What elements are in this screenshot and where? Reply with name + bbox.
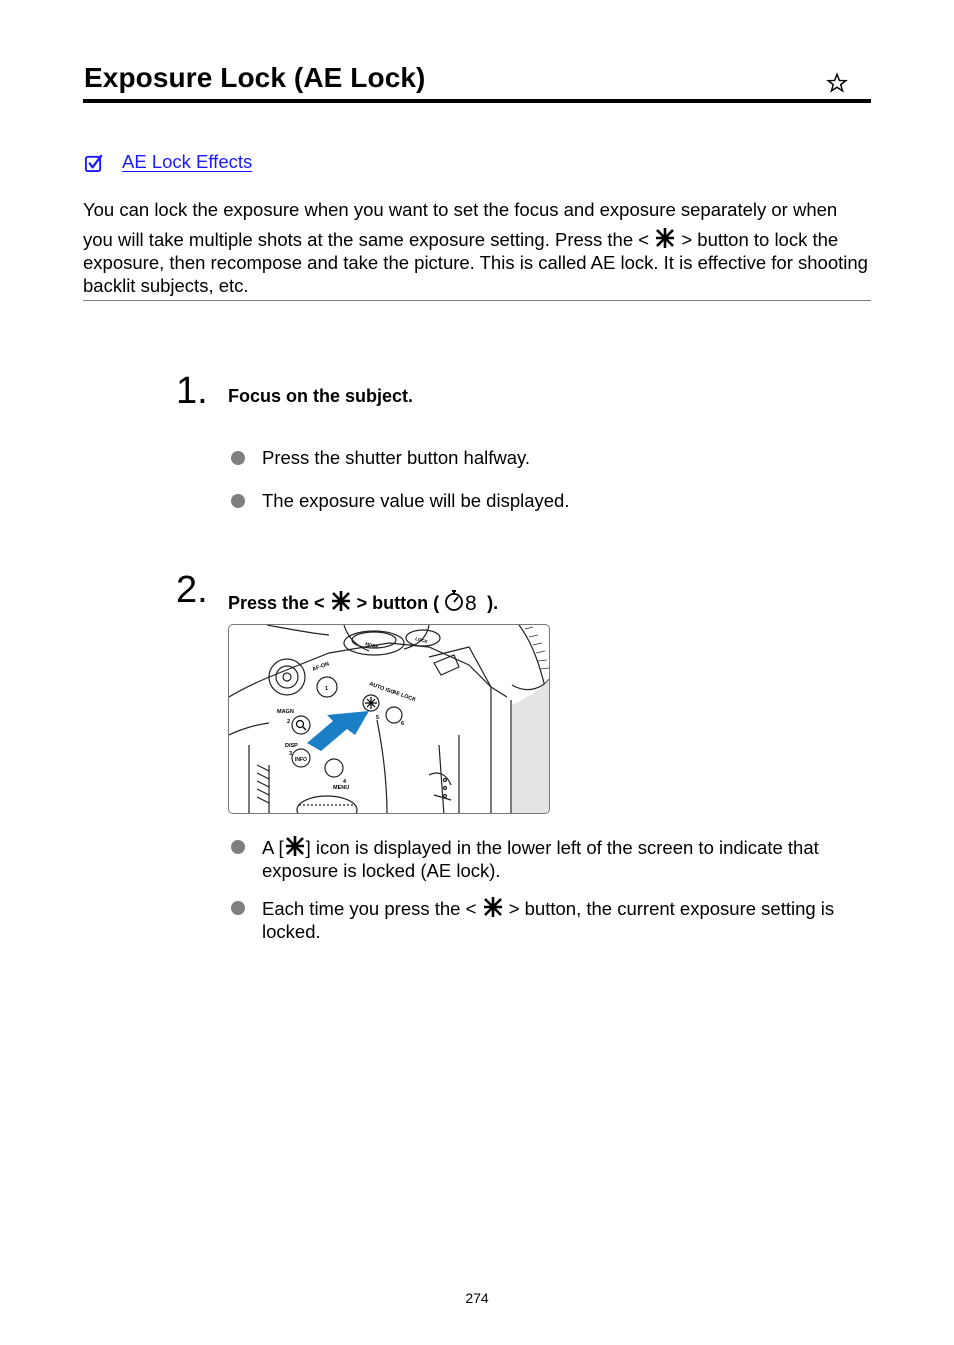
svg-text:2: 2 [287, 719, 291, 725]
bullet-dot [231, 451, 245, 465]
toc-check-icon [84, 154, 103, 173]
step-2-title: Press the < > button ( 8 ). [228, 592, 499, 613]
star-icon[interactable] [826, 72, 848, 94]
list-item: A [ ] icon is displayed in the lower left of the screen to indicate that exposure is locked (AE lock). [231, 835, 871, 882]
bullet-dot [231, 494, 245, 508]
svg-text:1: 1 [325, 686, 329, 692]
ae-lock-icon [330, 590, 352, 612]
step-1-number: 1. [176, 370, 208, 412]
svg-text:6: 6 [401, 721, 405, 727]
svg-text:4: 4 [343, 779, 347, 785]
svg-text:MENU: MENU [333, 785, 350, 791]
svg-text:MODE: MODE [364, 641, 380, 650]
svg-text:5: 5 [376, 715, 380, 721]
list-item: Press the shutter button halfway. [231, 446, 871, 469]
svg-text:MAGN: MAGN [277, 709, 294, 715]
bullet-dot [231, 840, 245, 854]
bullet-dot [231, 901, 245, 915]
title-rule [83, 99, 871, 103]
svg-text:3: 3 [289, 751, 293, 757]
ae-lock-icon [284, 835, 306, 857]
intro-text-b: > button to lock the exposure, then recompose and take the picture. This is called AE lock. It is effective for shooting backlit subjects, etc. [83, 229, 868, 296]
step-2-number: 2. [176, 569, 208, 611]
svg-text:AE LOCK: AE LOCK [391, 689, 417, 704]
svg-text:8: 8 [465, 592, 477, 612]
intro-paragraph [83, 198, 873, 297]
intro-text-a: you will take multiple shots at the same exposure setting. Press the < [83, 229, 650, 250]
step-1-title: Focus on the subject. [228, 386, 414, 406]
intro-line-1: You can lock the exposure when you want to set the focus and exposure separately or when [83, 199, 838, 220]
list-item: The exposure value will be displayed. [231, 489, 871, 512]
self-timer-icon [444, 590, 482, 612]
svg-text:AUTO ISO: AUTO ISO [368, 681, 396, 696]
page-title: Exposure Lock (AE Lock) [84, 62, 426, 93]
ae-lock-effects-link[interactable]: AE Lock Effects [122, 151, 253, 172]
section-divider [83, 300, 871, 301]
page-number: 274 [465, 1290, 489, 1306]
svg-text:LOCK: LOCK [414, 636, 429, 645]
svg-text:INFO: INFO [295, 757, 307, 763]
ae-lock-icon [654, 227, 676, 249]
label-af-on: AF-ON [311, 661, 331, 673]
camera-back-drawing [229, 625, 550, 814]
ae-lock-icon [482, 896, 504, 918]
list-item: Each time you press the < > button, the current exposure setting is locked. [231, 896, 871, 943]
camera-illustration [228, 624, 550, 814]
svg-text:DISP: DISP [285, 743, 298, 749]
